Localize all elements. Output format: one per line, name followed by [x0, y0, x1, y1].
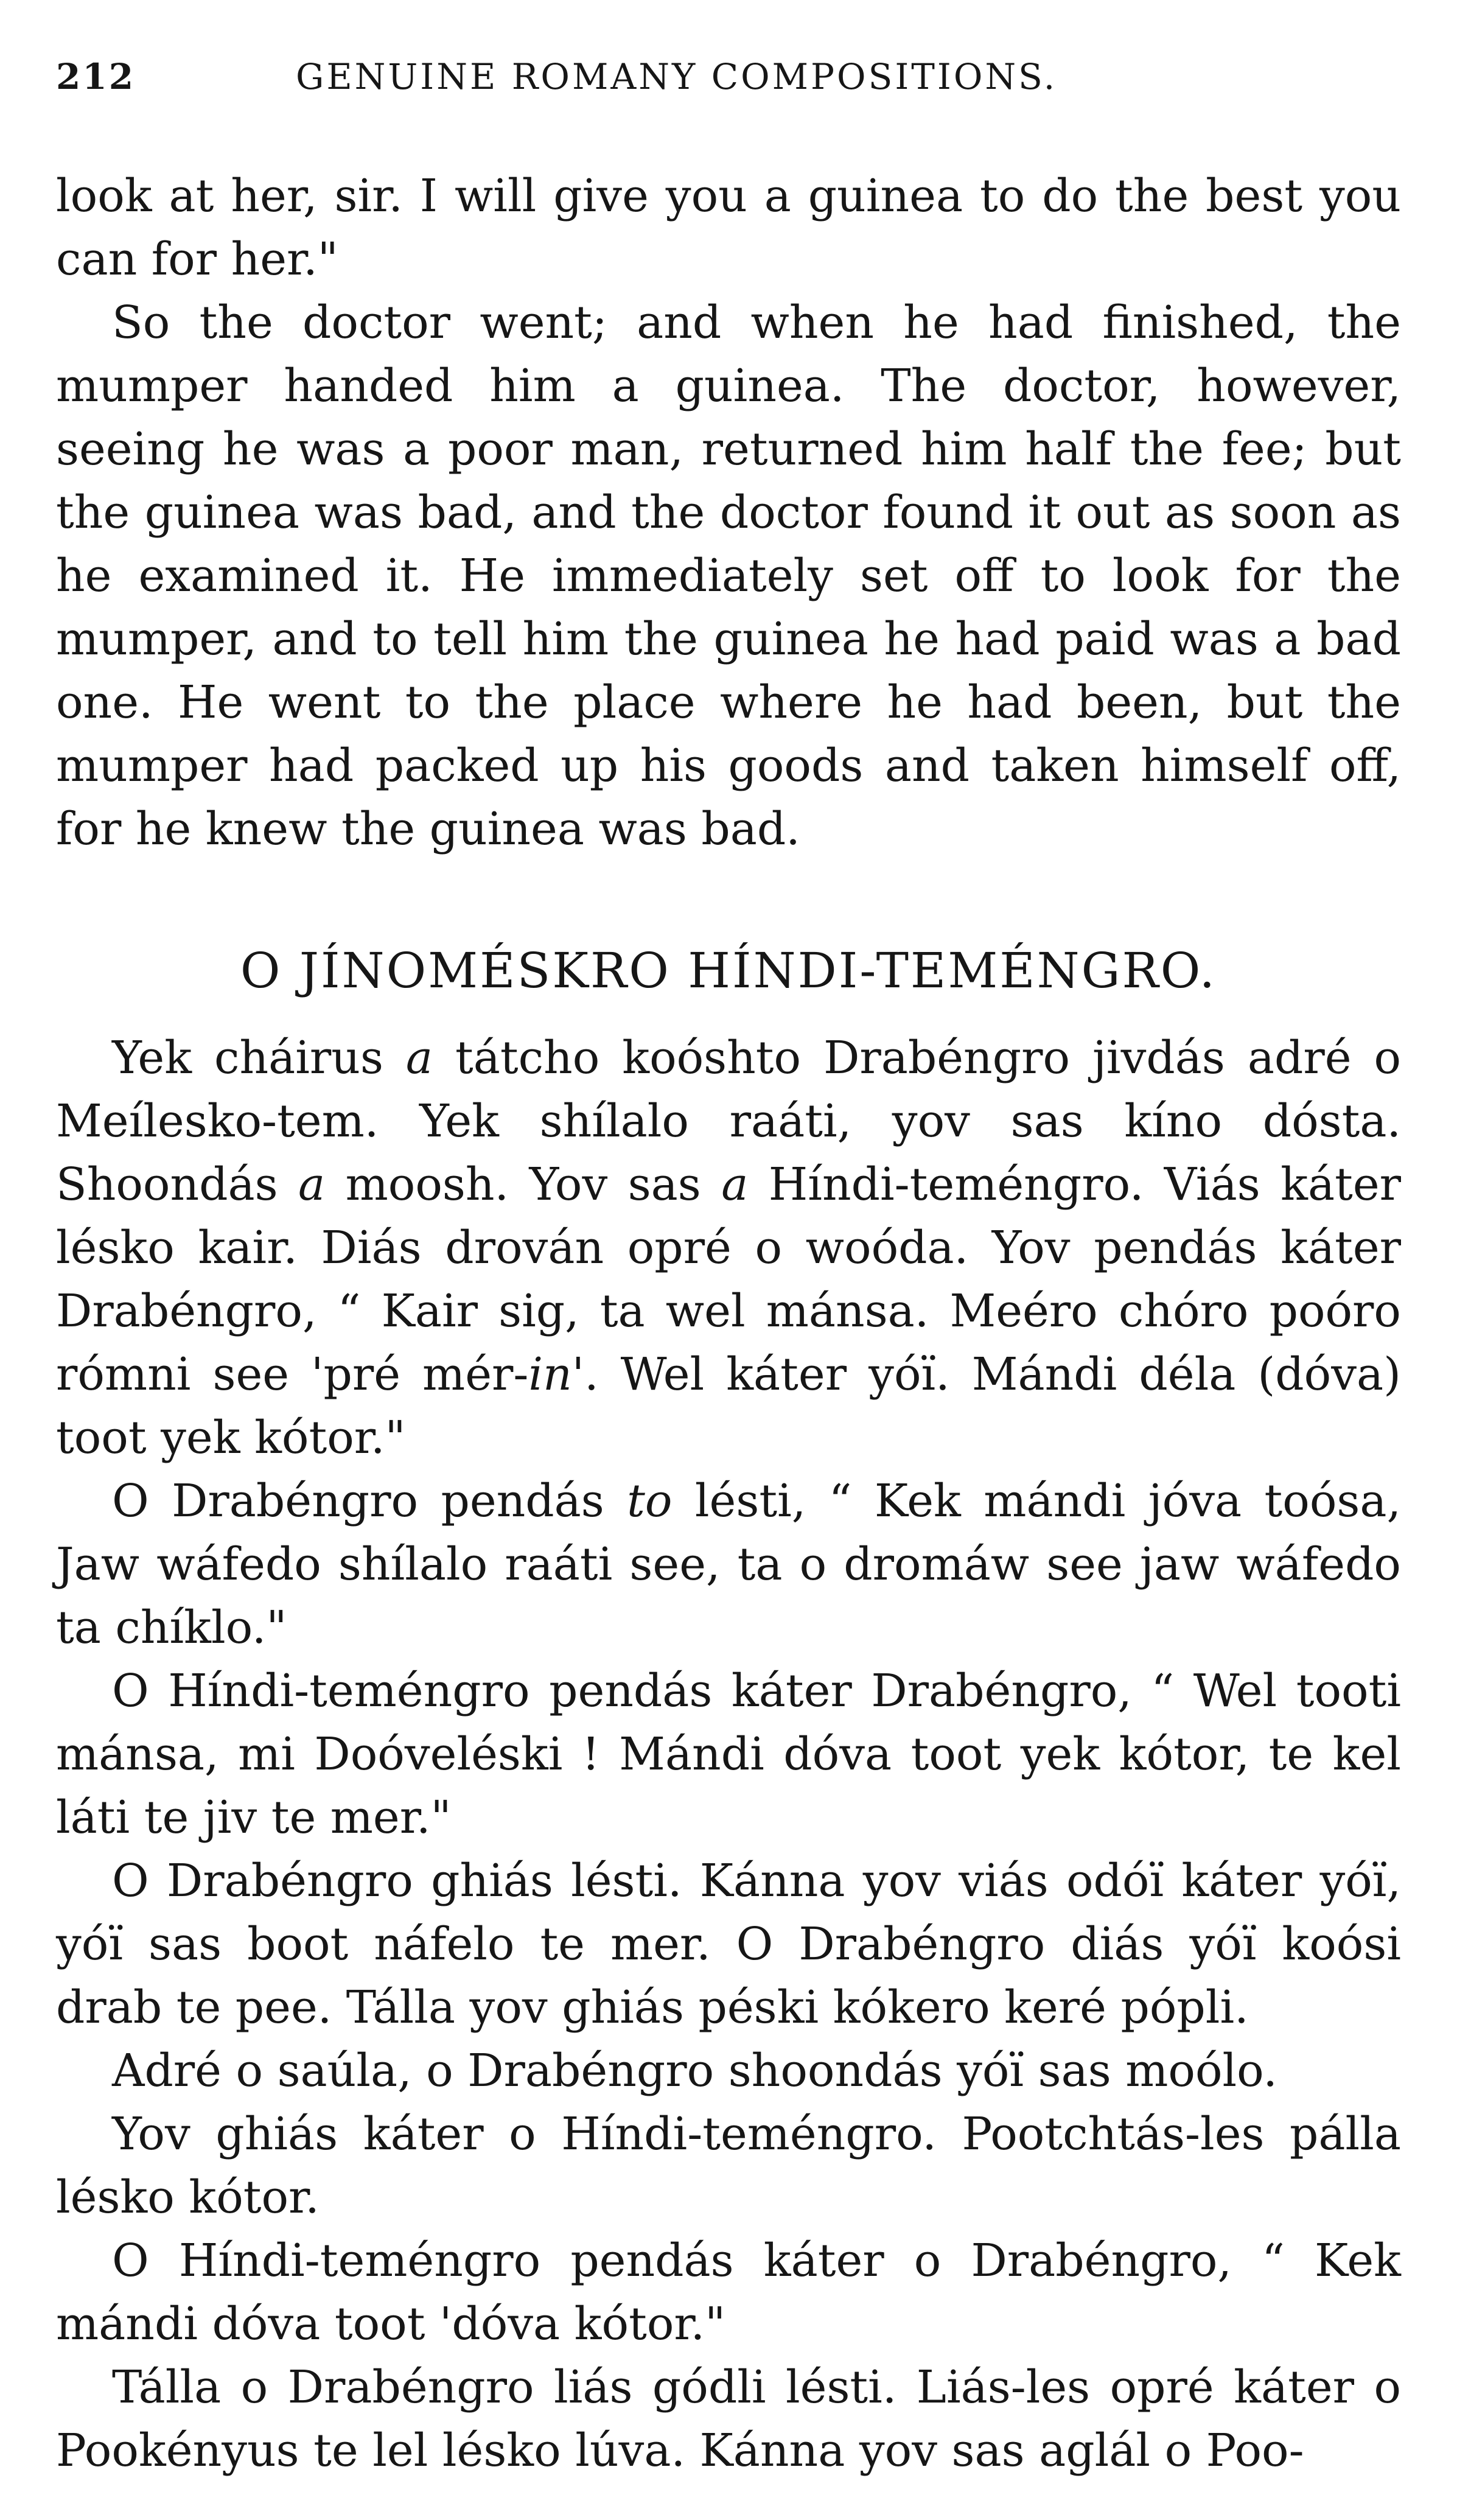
paragraph: Yov ghiás káter o Híndi-teméngro. Pootchtás-les pálla lésko kótor. [56, 2108, 1401, 2224]
story-body [56, 1026, 1401, 2482]
previous-story-ending [56, 164, 1401, 861]
paragraph: So the doctor went; and when he had finished, the mumper handed him a guinea. The doctor, however, seeing he was a poor man, returned him half the fee; but the guinea was bad, and the doctor found it out as soon as he examined it. He immediately set off to look for the mumper, and to tell him the guinea he had paid was a bad one. He went to the place where he had been, but the mumper had packed up his goods and taken himself off, for he knew the guinea was bad. [56, 296, 1401, 855]
paragraph: O Drabéngro ghiás lésti. Kánna yov viás odóï káter yóï, yóï sas boot náfelo te mer. O Drabéngro diás yóï koósi drab te pee. Tálla yov ghiás péski kókero keré pópli. [56, 1855, 1401, 2034]
text-run: Híndi-teméngro. Viás káter lésko kair. Diás drován opré o woóda. Yov pendás káter Drabéngro, “ Kair sig, ta wel mánsa. Meéro chóro poóro rómni see 'pré mér- [56, 1158, 1401, 1401]
page-number: 212 [56, 56, 136, 97]
running-title: GENUINE ROMANY COMPOSITIONS. [296, 56, 1058, 97]
text-run: tátcho koóshto Drabéngro jivdás adré o Meílesko-tem. Yek shílalo raáti, yov sas kíno dósta. Shoondás [56, 1032, 1402, 1211]
paragraph [56, 1026, 1401, 1469]
paragraph: Tálla o Drabéngro liás gódli lésti. Liás-les opré káter o Pookényus te lel lésko lúva. Kánna yov sas aglál o Poo- [56, 2361, 1401, 2477]
italic-text: a [405, 1032, 433, 1084]
paragraph: O Híndi-teméngro pendás káter o Drabéngro, “ Kek mándi dóva toot 'dóva kótor." [56, 2235, 1401, 2350]
paragraph [56, 1469, 1401, 1659]
italic-text: in [528, 1348, 572, 1401]
text-run: Yek cháirus [112, 1032, 406, 1084]
paragraph: Adré o saúla, o Drabéngro shoondás yóï sas moólo. [112, 2045, 1277, 2097]
text-run: O Drabéngro pendás [112, 1475, 627, 1527]
running-head [56, 56, 1407, 117]
italic-text: to [627, 1475, 673, 1527]
paragraph: O Híndi-teméngro pendás káter Drabéngro, “ Wel tooti mánsa, mi Doóveléski ! Mándi dóva toot yek kótor, te kel láti te jiv te mer." [56, 1665, 1401, 1844]
italic-text: a [721, 1158, 749, 1211]
story-title: O JÍNOMÉSKRO HÍNDI-TEMÉNGRO. [240, 942, 1217, 999]
text-run: moosh. Yov sas [325, 1158, 722, 1211]
text-run: lésti, “ Kek mándi jóva toósa, Jaw wáfedo shílalo raáti see, ta o dromáw see jaw wáfedo ta chíklo." [56, 1475, 1401, 1654]
paragraph: look at her, sir. I will give you a guinea to do the best you can for her." [56, 170, 1401, 285]
text-run: '. Wel káter yóï. Mándi déla (dóva) toot yek kótor." [56, 1348, 1401, 1464]
italic-text: a [298, 1158, 326, 1211]
